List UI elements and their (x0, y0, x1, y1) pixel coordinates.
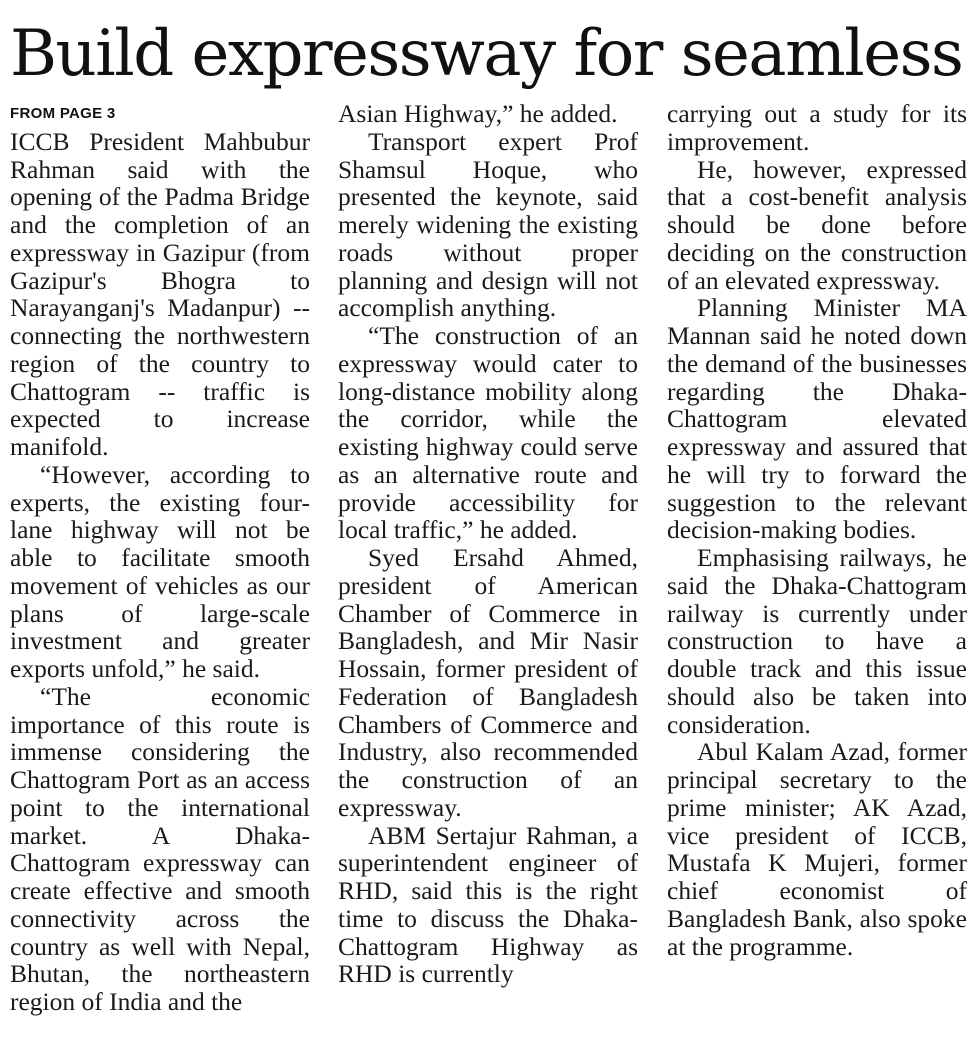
paragraph: Transport expert Prof Shamsul Hoque, who presented the keynote, said merely widening the existing roads without proper planning and design will not accomplish anything. (338, 126, 638, 323)
paragraph: carrying out a study for its improvement. (667, 99, 967, 156)
paragraph: ICCB President Mahbubur Rahman said with the opening of the Padma Bridge and the completion of an expressway in Gazipur (from Gazipur's Bhogra to Narayanganj's Madanpur) -- connecting the northwestern region of the country to Chattogram -- traffic is expected to increase manifold. (10, 126, 310, 461)
paragraph: Planning Minister MA Mannan said he noted down the demand of the businesses regarding the Dhaka-Chattogram elevated expressway and assured that he will try to forward the suggestion to the relevant decision-making bodies. (667, 293, 967, 545)
paragraph: Asian Highway,” he added. (338, 99, 618, 128)
paragraph: ABM Sertajur Rahman, a superintendent engineer of RHD, said this is the right time to discuss the Dhaka-Chattogram Highway as RHD is currently (338, 820, 638, 989)
continuation-kicker: FROM PAGE 3 (10, 105, 116, 122)
paragraph: Syed Ersahd Ahmed, president of American Chamber of Commerce in Bangladesh, and Mir Nasir Hossain, former president of Federation of Bangladesh Chambers of Commerce and Industry, also recommended the construction of an expressway. (338, 543, 638, 822)
paragraph: “However, according to experts, the existing four-lane highway will not be able to facilitate smooth movement of vehicles as our plans of large-scale investment and greater exports unfold,” he said. (10, 459, 310, 683)
paragraph: Emphasising railways, he said the Dhaka-Chattogram railway is currently under construction to have a double track and this issue should also be taken into consideration. (667, 543, 967, 739)
paragraph: “The economic importance of this route is immense considering the Chattogram Port as an access point to the international market. A Dhaka-Chattogram expressway can create effective and smooth connectivity across the country as well with Nepal, Bhutan, the northeastern region of India and the (10, 681, 310, 1016)
article-column-2 (338, 100, 638, 988)
article-column-3 (667, 100, 967, 960)
paragraph: Abul Kalam Azad, former principal secretary to the prime minister; AK Azad, vice president of ICCB, Mustafa K Mujeri, former chief economist of Bangladesh Bank, also spoke at the programme. (667, 737, 967, 961)
paragraph: He, however, expressed that a cost-benefit analysis should be done before deciding on the construction of an elevated expressway. (667, 154, 967, 295)
paragraph: “The construction of an expressway would cater to long-distance mobility along the corridor, while the existing highway could serve as an alternative route and provide accessibility for local traffic,” he added. (338, 321, 638, 545)
headline: Build expressway for seamless (10, 17, 963, 91)
article-column-1 (10, 100, 310, 1016)
